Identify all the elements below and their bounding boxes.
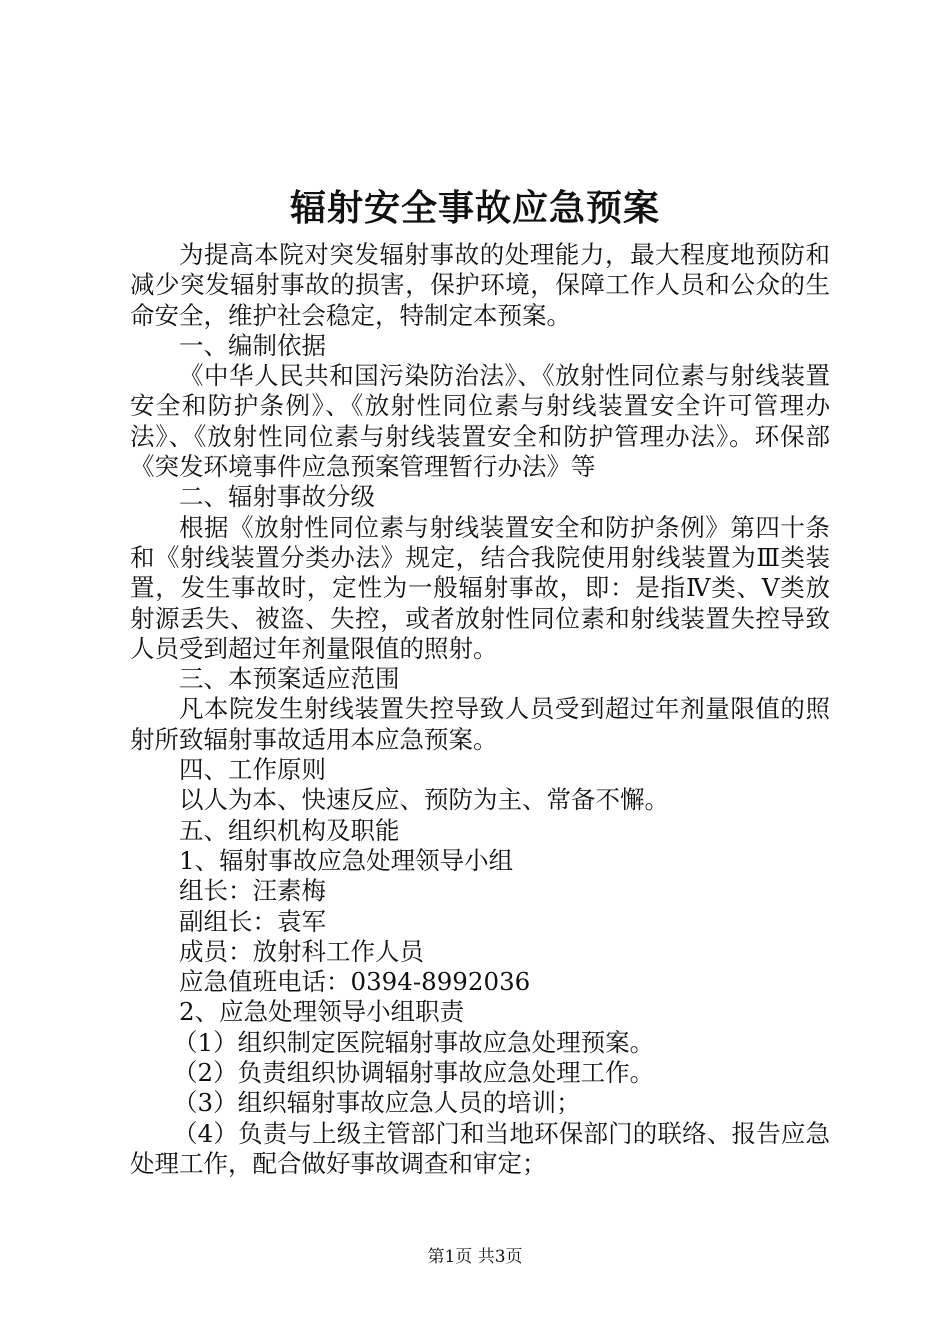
duty-item-2: （2）负责组织协调辐射事故应急处理工作。 bbox=[173, 1058, 655, 1088]
section-1-heading: 一、编制依据 bbox=[179, 330, 326, 360]
duty-item-1: （1）组织制定医院辐射事故应急处理预案。 bbox=[173, 1027, 655, 1057]
section-2-body: 根据《放射性同位素与射线装置安全和防护条例》第四十条和《射线装置分类办法》规定，结合我院使用射线装置为Ⅲ类装置，发生事故时，定性为一般辐射事故，即：是指Ⅳ类、Ⅴ类放射源丢失、被盗、失控，或者放射性同位素和射线装置失控导致人员受到超过年剂量限值的照射。 bbox=[130, 512, 830, 663]
document-body bbox=[130, 240, 830, 1179]
duty-item-4: （4）负责与上级主管部门和当地环保部门的联络、报告应急处理工作，配合做好事故调查和审定； bbox=[130, 1118, 830, 1178]
document-title: 辐射安全事故应急预案 bbox=[289, 187, 660, 229]
section-3-heading: 三、本预案适应范围 bbox=[179, 664, 400, 694]
vice-leader-line: 副组长：袁军 bbox=[179, 906, 326, 936]
leader-line: 组长：汪素梅 bbox=[179, 876, 326, 906]
page-number-footer: 第1页 共3页 bbox=[427, 1247, 523, 1267]
section-4-body: 以人为本、快速反应、预防为主、常备不懈。 bbox=[179, 785, 669, 815]
section-4-heading: 四、工作原则 bbox=[179, 755, 326, 785]
subsection-1-heading: 1、辐射事故应急处理领导小组 bbox=[179, 845, 514, 875]
section-3-body: 凡本院发生射线装置失控导致人员受到超过年剂量限值的照射所致辐射事故适用本应急预案。 bbox=[130, 694, 830, 754]
section-1-body: 《中华人民共和国污染防治法》、《放射性同位素与射线装置安全和防护条例》、《放射性同位素与射线装置安全许可管理办法》、《放射性同位素与射线装置安全和防护管理办法》。环保部《突发环境事件应急预案管理暂行办法》等 bbox=[130, 361, 830, 482]
members-line: 成员：放射科工作人员 bbox=[179, 936, 424, 966]
duty-item-3: （3）组织辐射事故应急人员的培训； bbox=[173, 1088, 581, 1118]
section-2-heading: 二、辐射事故分级 bbox=[179, 482, 375, 512]
intro-paragraph: 为提高本院对突发辐射事故的处理能力，最大程度地预防和减少突发辐射事故的损害，保护环境，保障工作人员和公众的生命安全，维护社会稳定，特制定本预案。 bbox=[130, 240, 830, 330]
hotline-line: 应急值班电话：0394-8992036 bbox=[179, 967, 531, 997]
section-5-heading: 五、组织机构及职能 bbox=[179, 815, 400, 845]
subsection-2-heading: 2、应急处理领导小组职责 bbox=[179, 997, 465, 1027]
